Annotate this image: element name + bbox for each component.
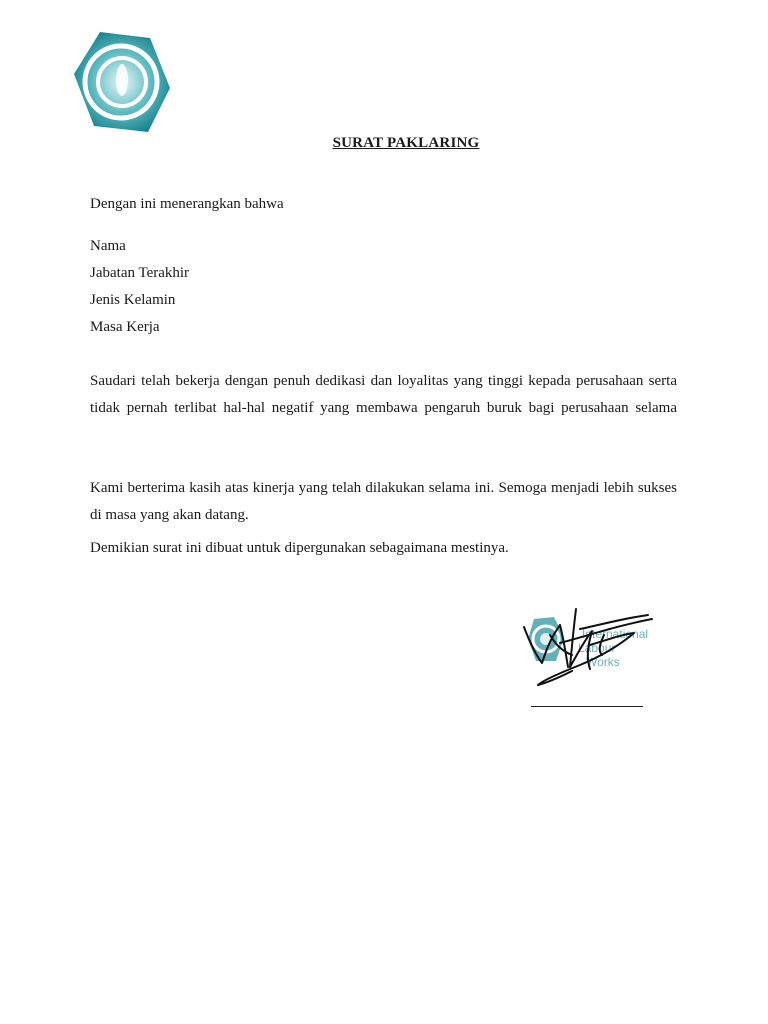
- closing-text: Demikian surat ini dibuat untuk dipergunakan sebagaimana mestinya.: [90, 540, 509, 556]
- field-label-jenis-kelamin: Jenis Kelamin: [90, 292, 176, 308]
- stamp-text-line-3: Works: [586, 655, 620, 669]
- paragraph-thanks: Kami berterima kasih atas kinerja yang telah dilakukan selama ini. Semoga menjadi lebih sukses di masa yang akan datang.: [90, 480, 677, 523]
- intro-text: Dengan ini menerangkan bahwa: [90, 196, 284, 212]
- paragraph-dedication: Saudari telah bekerja dengan penuh dedikasi dan loyalitas yang tinggi kepada perusahaan serta tidak pernah terlibat hal-hal negatif yang membawa pengaruh buruk bagi perusahaan selama: [90, 373, 677, 416]
- company-logo: [70, 28, 172, 136]
- stamp-text-line-2: Labour: [578, 641, 616, 655]
- company-stamp-signature: [520, 605, 680, 695]
- signature-line: [531, 706, 643, 707]
- field-label-nama: Nama: [90, 238, 126, 254]
- stamp-text-line-1: International: [582, 627, 649, 641]
- letter-title: SURAT PAKLARING: [332, 135, 480, 151]
- field-label-masa-kerja: Masa Kerja: [90, 319, 160, 335]
- field-label-jabatan: Jabatan Terakhir: [90, 265, 190, 281]
